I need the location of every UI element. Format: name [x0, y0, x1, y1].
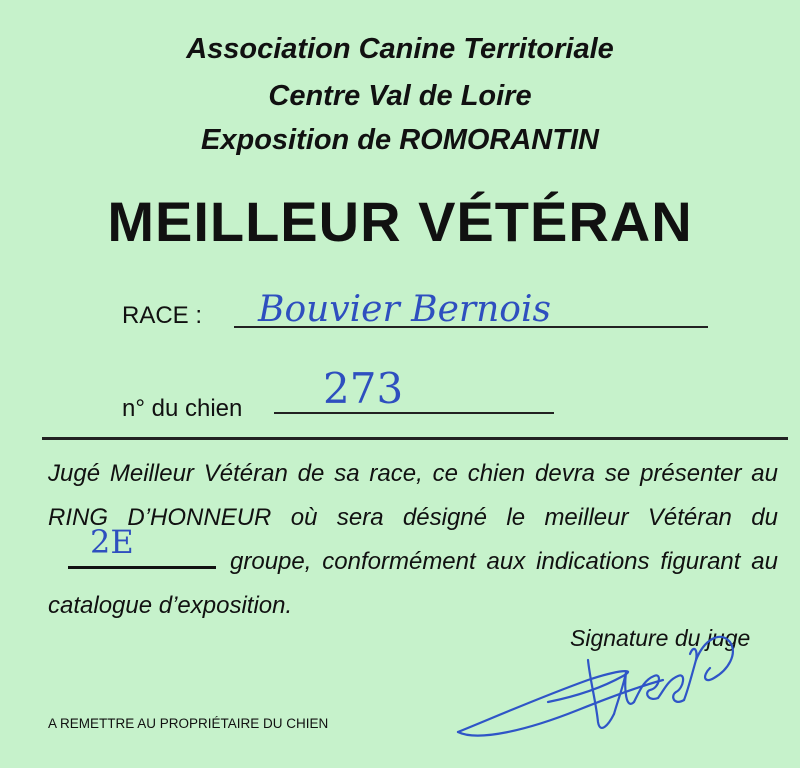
- award-title: MEILLEUR VÉTÉRAN: [107, 190, 693, 253]
- dog-number-underline: [274, 412, 554, 414]
- race-handwritten-value: Bouvier Bernois: [258, 289, 551, 330]
- group-handwritten-value: 2E: [90, 523, 134, 561]
- region-name: Centre Val de Loire: [268, 80, 532, 112]
- race-label: RACE :: [122, 302, 203, 329]
- footer-note: A REMETTRE AU PROPRIÉTAIRE DU CHIEN: [48, 716, 329, 731]
- group-blank: [68, 523, 216, 569]
- association-name: Association Canine Territoriale: [186, 33, 614, 65]
- instructions-text-part1: Jugé Meilleur Vétéran de sa race, ce chien devra se présenter au RING D’HONNEUR où sera désigné le meilleur Vétéran du: [48, 460, 778, 531]
- judge-signature: [448, 610, 751, 750]
- section-divider: [42, 437, 788, 440]
- instructions-paragraph: [48, 452, 778, 628]
- instructions-text-part2: groupe, conformément aux indications figurant au catalogue d’exposition.: [48, 548, 778, 619]
- dog-number-handwritten-value: 273: [323, 364, 404, 413]
- dog-number-label: n° du chien: [122, 395, 243, 422]
- signature-label: Signature du juge: [570, 625, 751, 651]
- exhibition-name: Exposition de ROMORANTIN: [201, 124, 599, 156]
